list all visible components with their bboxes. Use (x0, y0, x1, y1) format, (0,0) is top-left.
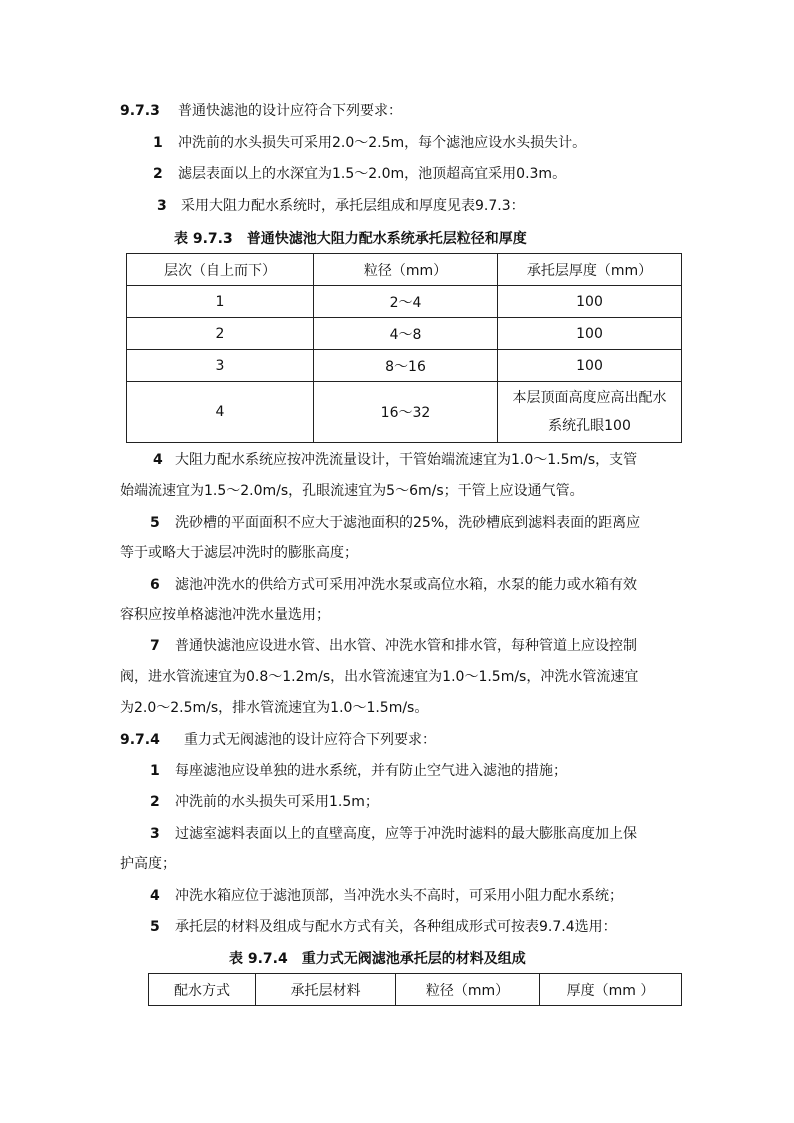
section-title: 普通快滤池的设计应符合下列要求： (178, 103, 402, 119)
section-number: 9.7.3 (120, 103, 160, 119)
item-text: 采用大阻力配水系统时，承托层组成和厚度见表9.7.3： (181, 198, 525, 214)
table-cell: 1 (127, 286, 314, 318)
item-number: 4 (150, 888, 160, 904)
list-item (150, 886, 623, 906)
table-cell: 16～32 (314, 382, 498, 443)
table-header-row (127, 254, 682, 286)
list-item (150, 636, 637, 656)
item-number: 2 (150, 794, 160, 810)
table-cell: 2 (127, 318, 314, 350)
table-cell: 8～16 (314, 350, 498, 382)
item-number: 1 (153, 135, 163, 151)
item-number: 2 (153, 166, 163, 182)
table-header-cell: 粒径（mm） (314, 254, 498, 286)
table-cell (498, 382, 682, 443)
table-cell: 2～4 (314, 286, 498, 318)
table-row (127, 318, 682, 350)
item-number: 6 (150, 577, 160, 593)
list-item (150, 792, 379, 812)
table-cell: 4 (127, 382, 314, 443)
list-item (153, 164, 566, 184)
item-text: 大阻力配水系统应按冲洗流量设计，干管始端流速宜为1.0～1.5m/s，支管 (175, 452, 638, 468)
list-item (157, 196, 525, 216)
item-number: 3 (150, 826, 160, 842)
list-item (150, 917, 617, 937)
table-9-7-4 (148, 973, 682, 1006)
list-item (153, 450, 637, 470)
item-text-continuation: 阀，进水管流速宜为0.8～1.2m/s，出水管流速宜为1.0～1.5m/s，冲洗水管流速宜 (120, 669, 639, 685)
table-row (127, 350, 682, 382)
item-number: 1 (150, 763, 160, 779)
table-header-row (149, 974, 682, 1006)
item-text-continuation: 始端流速宜为1.5～2.0m/s，孔眼流速宜为5～6m/s；干管上应设通气管。 (120, 483, 584, 499)
item-text: 滤层表面以上的水深宜为1.5～2.0m，池顶超高宜采用0.3m。 (178, 166, 567, 182)
item-text: 冲洗前的水头损失可采用1.5m； (175, 794, 379, 810)
table-caption: 表 9.7.4 重力式无阀滤池承托层的材料及组成 (229, 951, 526, 967)
item-text: 冲洗前的水头损失可采用2.0～2.5m，每个滤池应设水头损失计。 (178, 135, 587, 151)
table-cell-line: 本层顶面高度应高出配水 (512, 390, 667, 406)
item-text: 承托层的材料及组成与配水方式有关，各种组成形式可按表9.7.4选用： (175, 919, 617, 935)
table-row (127, 286, 682, 318)
item-number: 3 (157, 198, 167, 214)
item-number: 5 (150, 515, 160, 531)
table-cell: 100 (498, 286, 682, 318)
item-number: 7 (150, 638, 160, 654)
table-header-cell: 承托层材料 (256, 974, 396, 1006)
item-number: 4 (153, 452, 163, 468)
table-row (127, 382, 682, 443)
list-item (150, 824, 637, 844)
table-9-7-3 (126, 253, 682, 443)
table-header-cell: 配水方式 (149, 974, 256, 1006)
list-item (150, 761, 567, 781)
table-cell-line: 系统孔眼100 (548, 418, 631, 434)
item-text: 普通快滤池应设进水管、出水管、冲洗水管和排水管，每种管道上应设控制 (175, 638, 637, 654)
item-text: 每座滤池应设单独的进水系统，并有防止空气进入滤池的措施； (175, 763, 567, 779)
item-text: 洗砂槽的平面面积不应大于滤池面积的25%，洗砂槽底到滤料表面的距离应 (175, 515, 641, 531)
item-text-continuation: 为2.0～2.5m/s，排水管流速宜为1.0～1.5m/s。 (120, 700, 429, 716)
table-cell: 4～8 (314, 318, 498, 350)
item-text: 滤池冲洗水的供给方式可采用冲洗水泵或高位水箱，水泵的能力或水箱有效 (175, 577, 637, 593)
item-number: 5 (150, 919, 160, 935)
table-header-cell: 粒径（mm） (396, 974, 540, 1006)
item-text-continuation: 等于或略大于滤层冲洗时的膨胀高度； (120, 545, 358, 561)
item-text-continuation: 容积应按单格滤池冲洗水量选用； (120, 607, 330, 623)
item-text: 过滤室滤料表面以上的直壁高度，应等于冲洗时滤料的最大膨胀高度加上保 (175, 826, 637, 842)
item-text: 冲洗水箱应位于滤池顶部，当冲洗水头不高时，可采用小阻力配水系统； (175, 888, 623, 904)
list-item (150, 513, 640, 533)
item-text-continuation: 护高度； (120, 856, 176, 872)
table-header-cell: 层次（自上而下） (127, 254, 314, 286)
list-item (150, 575, 637, 595)
table-cell: 3 (127, 350, 314, 382)
list-item (153, 133, 586, 153)
section-number: 9.7.4 (120, 732, 160, 748)
table-header-cell: 厚度（mm ） (540, 974, 682, 1006)
table-header-cell: 承托层厚度（mm） (498, 254, 682, 286)
section-9-7-4-heading (120, 730, 436, 750)
table-cell: 100 (498, 350, 682, 382)
section-title: 重力式无阀滤池的设计应符合下列要求： (184, 732, 436, 748)
section-9-7-3-heading (120, 101, 402, 121)
table-cell: 100 (498, 318, 682, 350)
table-caption: 表 9.7.3 普通快滤池大阻力配水系统承托层粒径和厚度 (174, 231, 527, 247)
